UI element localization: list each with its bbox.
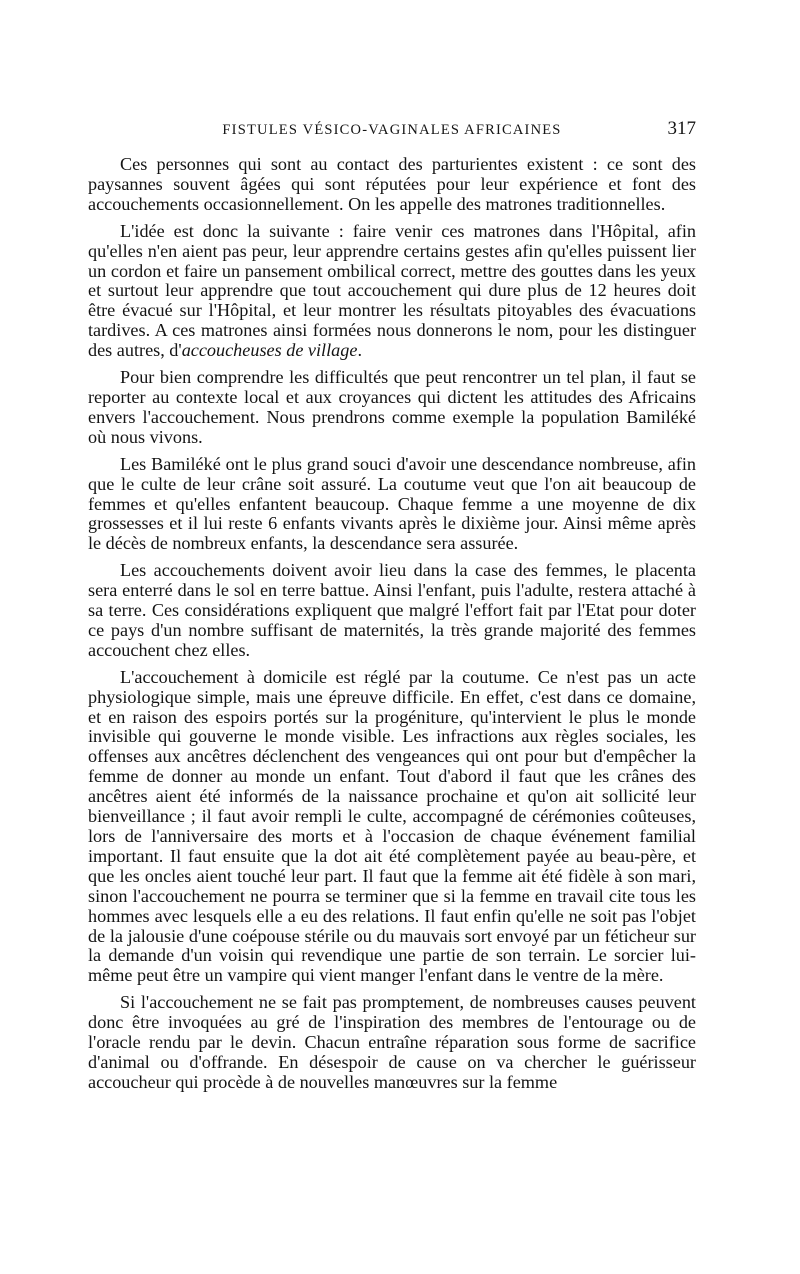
running-title: FISTULES VÉSICO-VAGINALES AFRICAINES	[222, 122, 562, 138]
paragraph-2-italic-term: accoucheuses de village	[181, 340, 358, 361]
paragraph-5	[88, 561, 696, 661]
paragraph-6	[88, 668, 696, 987]
paragraph-1-text: Ces personnes qui sont au contact des parturientes existent : ce sont des paysannes souvent âgées qui sont réputées pour leur expérience et font des accouchements occasionnellement. On les appelle des matrones traditionnelles.	[88, 154, 696, 214]
paragraph-4-text: Les Bamiléké ont le plus grand souci d'avoir une descendance nombreuse, afin que le culte de leur crâne soit assuré. La coutume veut que l'on ait beaucoup de femmes et qu'elles enfantent beaucoup. Chaque femme a une moyenne de dix grossesses et il lui reste 6 enfants vivants après le dixième jour. Ainsi même après le décès de nombreux enfants, la descendance sera assurée.	[88, 453, 696, 554]
paragraph-3-text: Pour bien comprendre les difficultés que peut rencontrer un tel plan, il faut se reporter au contexte local et aux croyances qui dictent les attitudes des Africains envers l'accouchement. Nous prendrons comme exemple la population Bamiléké où nous vivons.	[88, 367, 696, 447]
paragraph-7-text: Si l'accouchement ne se fait pas promptement, de nombreuses causes peuvent donc être invoquées au gré de l'inspiration des membres de l'entourage ou de l'oracle rendu par le devin. Chacun entraîne réparation sous forme de sacrifice d'animal ou d'offrande. En désespoir de cause on va chercher le guérisseur accoucheur qui procède à de nouvelles manœuvres sur la femme	[88, 992, 696, 1092]
paragraph-5-text: Les accouchements doivent avoir lieu dans la case des femmes, le placenta sera enterré dans le sol en terre battue. Ainsi l'enfant, puis l'adulte, restera attaché à sa terre. Ces considérations expliquent que malgré l'effort fait par l'Etat pour doter ce pays d'un nombre suffisant de maternités, la très grande majorité des femmes accouchent chez elles.	[88, 560, 696, 660]
paragraph-2-tail: .	[357, 340, 362, 361]
paragraph-7	[88, 993, 696, 1093]
paragraph-3	[88, 368, 696, 448]
paragraph-4	[88, 455, 696, 555]
page-header	[88, 118, 696, 142]
page-number: 317	[667, 118, 696, 139]
paragraph-1	[88, 155, 696, 215]
paragraph-6-text: L'accouchement à domicile est réglé par la coutume. Ce n'est pas un acte physiologique simple, mais une épreuve difficile. En effet, c'est dans ce domaine, et en raison des espoirs portés sur la progéniture, qu'intervient le plus le monde invisible qui gouverne le monde visible. Les infractions aux règles sociales, les offenses aux ancêtres déclenchent des vengeances qui ont pour but d'empêcher la femme de donner au monde un enfant. Tout d'abord il faut que les crânes des ancêtres aient été informés de la naissance prochaine et qu'on ait sollicité leur bienveillance ; il faut avoir rempli le culte, accompagné de cérémonies coûteuses, lors de l'anniversaire des morts et à l'occasion de chaque événement familial important. Il faut ensuite que la dot ait été complètement payée au beau-père, et que les oncles aient touché leur part. Il faut que la femme ait été fidèle à son mari, sinon l'accouchement ne pourra se terminer que si la femme en travail cite tous les hommes avec lesquels elle a eu des relations. Il faut enfin qu'elle ne soit pas l'objet de la jalousie d'une coépouse stérile ou du mauvais sort envoyé par un féticheur sur la demande d'un voisin qui revendique une partie de son terrain. Le sorcier lui-même peut être un vampire qui vient manger l'enfant dans le ventre de la mère.	[88, 666, 696, 986]
paragraph-2-text: L'idée est donc la suivante : faire venir ces matrones dans l'Hôpital, afin qu'elles n'en aient pas peur, leur apprendre certains gestes afin qu'elles puissent lier un cordon et faire un pansement ombilical correct, mettre des gouttes dans les yeux et surtout leur apprendre que tout accouchement qui dure plus de 12 heures doit être évacué sur l'Hôpital, et leur montrer les résultats pitoyables des évacuations tardives. A ces matrones ainsi formées nous donnerons le nom, pour les distinguer des autres, d'	[88, 220, 696, 361]
body-text	[88, 155, 696, 1093]
paragraph-2	[88, 222, 696, 361]
